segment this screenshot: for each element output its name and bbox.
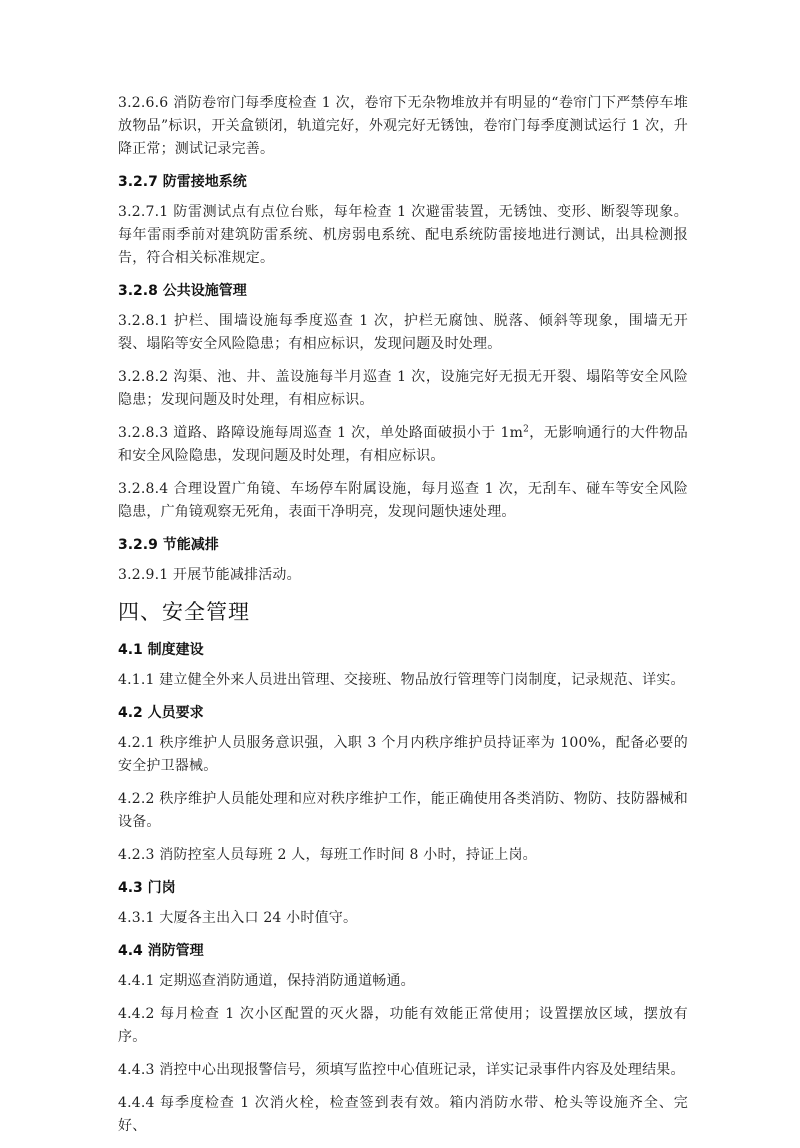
paragraph-3-2-8-4: 3.2.8.4 合理设置广角镜、车场停车附属设施，每月巡查 1 次，无刮车、碰车等安全风险隐患，广角镜观察无死角，表面干净明亮，发现问题快速处理。 — [118, 481, 688, 520]
paragraph-4-3-1: 4.3.1 大厦各主出入口 24 小时值守。 — [118, 910, 358, 926]
paragraph-4-2-1: 4.2.1 秩序维护人员服务意识强，入职 3 个月内秩序维护员持证率为 100%，配备必要的安全护卫器械。 — [118, 735, 688, 774]
paragraph-3-2-8-3 — [118, 422, 688, 468]
paragraph-3-2-8-1: 3.2.8.1 护栏、围墙设施每季度巡查 1 次，护栏无腐蚀、脱落、倾斜等现象，围墙无开裂、塌陷等安全风险隐患；有相应标识，发现问题及时处理。 — [118, 313, 688, 352]
paragraph-3-2-8-2: 3.2.8.2 沟渠、池、井、盖设施每半月巡查 1 次，设施完好无损无开裂、塌陷等安全风险隐患；发现问题及时处理，有相应标识。 — [118, 369, 688, 408]
paragraph-3-2-8-3-part-a: 3.2.8.3 道路、路障设施每周巡查 1 次，单处路面破损小于 1m — [118, 425, 524, 441]
heading-4-4: 4.4 消防管理 — [118, 943, 204, 959]
square-superscript: 2 — [523, 424, 530, 435]
heading-4-2: 4.2 人员要求 — [118, 705, 204, 721]
heading-4-1: 4.1 制度建设 — [118, 642, 204, 658]
heading-3-2-8: 3.2.8 公共设施管理 — [118, 283, 247, 299]
heading-3-2-7: 3.2.7 防雷接地系统 — [118, 174, 247, 190]
paragraph-4-4-4: 4.4.4 每季度检查 1 次消火栓，检查签到表有效。箱内消防水带、枪头等设施齐全、完好、 — [118, 1095, 688, 1134]
paragraph-4-1-1: 4.1.1 建立健全外来人员进出管理、交接班、物品放行管理等门岗制度，记录规范、详实。 — [118, 672, 685, 688]
paragraph-3-2-9-1: 3.2.9.1 开展节能减排活动。 — [118, 567, 301, 583]
paragraph-4-4-1: 4.4.1 定期巡查消防通道，保持消防通道畅通。 — [118, 973, 415, 989]
heading-4-3: 4.3 门岗 — [118, 880, 176, 896]
heading-3-2-9: 3.2.9 节能减排 — [118, 537, 219, 553]
paragraph-3-2-7-1: 3.2.7.1 防雷测试点有点位台账，每年检查 1 次避雷装置，无锈蚀、变形、断裂等现象。每年雷雨季前对建筑防雷系统、机房弱电系统、配电系统防雷接地进行测试，出具检测报告，符合相关标准规定。 — [118, 204, 688, 266]
paragraph-4-4-3: 4.4.3 消控中心出现报警信号，须填写监控中心值班记录，详实记录事件内容及处理结果。 — [118, 1062, 685, 1078]
document-page — [118, 92, 688, 1148]
chapter-heading-4: 四、安全管理 — [118, 600, 250, 624]
paragraph-4-2-2: 4.2.2 秩序维护人员能处理和应对秩序维护工作，能正确使用各类消防、物防、技防器械和设备。 — [118, 791, 688, 830]
paragraph-4-2-3: 4.2.3 消防控室人员每班 2 人，每班工作时间 8 小时，持证上岗。 — [118, 847, 537, 863]
paragraph-4-4-2: 4.4.2 每月检查 1 次小区配置的灭火器，功能有效能正常使用；设置摆放区域，摆放有序。 — [118, 1006, 688, 1045]
paragraph-3-2-6-6: 3.2.6.6 消防卷帘门每季度检查 1 次，卷帘下无杂物堆放并有明显的“卷帘门下严禁停车堆放物品”标识，开关盒锁闭，轨道完好，外观完好无锈蚀，卷帘门每季度测试运行 1 次，升降正常；测试记录完善。 — [118, 95, 688, 157]
paragraph-3-2-8-3-part-b: ，无影响通行的大件物品和安全风险隐患，发现问题及时处理，有相应标识。 — [118, 425, 688, 464]
